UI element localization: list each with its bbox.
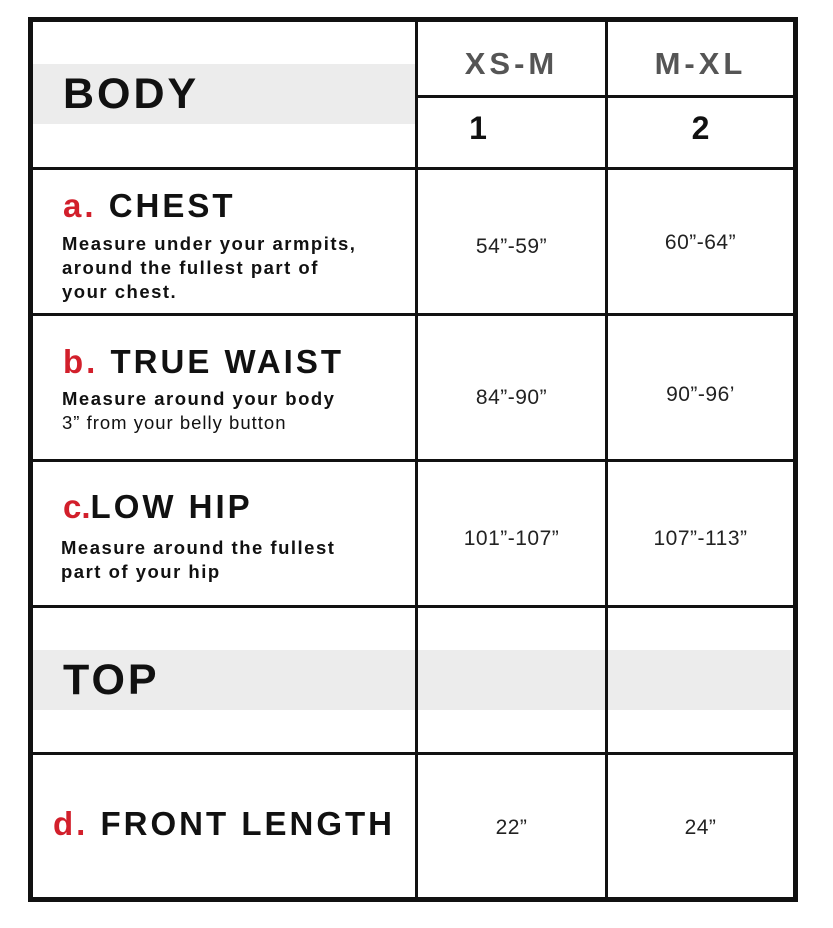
- top-section-title: TOP: [63, 656, 160, 704]
- front-length-value-xs-m: 22”: [495, 816, 528, 839]
- measurement-label-low-hip: [63, 488, 253, 526]
- front-length-value-m-xl: 24”: [684, 816, 717, 839]
- size-number-1: 1: [469, 110, 487, 146]
- chest-value-m-xl: 60”-64”: [664, 231, 737, 254]
- size-range-m-xl: M-XL: [654, 46, 747, 81]
- measurement-name: CHEST: [108, 187, 236, 224]
- measurement-letter: d.: [53, 805, 89, 842]
- measurement-description-true-waist: [62, 387, 335, 435]
- waist-value-m-xl: 90”-96’: [666, 383, 735, 406]
- measurement-name: LOW HIP: [90, 488, 253, 525]
- grid-divider-size-numbers: [415, 95, 793, 98]
- measurement-label-front-length: [53, 805, 395, 843]
- description-line: Measure around your body: [62, 388, 336, 409]
- grid-divider-row-chest: [33, 313, 793, 316]
- grid-divider-row-top: [33, 752, 793, 755]
- measurement-description-chest: [62, 232, 356, 304]
- description-line: Measure under your armpits,: [62, 233, 357, 254]
- measurement-label-true-waist: [63, 343, 344, 381]
- hip-value-m-xl: 107”-113”: [653, 527, 748, 550]
- size-range-xs-m: XS-M: [464, 46, 559, 81]
- measurement-label-chest: [63, 187, 236, 225]
- measurement-letter: b.: [63, 343, 99, 380]
- chest-value-xs-m: 54”-59”: [475, 235, 548, 258]
- grid-divider-row-waist: [33, 459, 793, 462]
- description-line: your chest.: [62, 281, 178, 302]
- body-section-title: BODY: [63, 70, 200, 118]
- measurement-letter: a.: [63, 187, 97, 224]
- measurement-letter: c.: [63, 488, 91, 525]
- description-line: 3” from your belly button: [62, 412, 287, 433]
- size-number-2: 2: [691, 110, 710, 146]
- grid-divider-row-hip: [33, 605, 793, 608]
- size-chart-table: [28, 17, 798, 902]
- grid-divider-row-header: [33, 167, 793, 170]
- description-line: around the fullest part of: [62, 257, 319, 278]
- measurement-description-low-hip: [61, 536, 335, 584]
- description-line: part of your hip: [61, 561, 221, 582]
- waist-value-xs-m: 84”-90”: [475, 386, 548, 409]
- hip-value-xs-m: 101”-107”: [463, 527, 560, 550]
- measurement-name: FRONT LENGTH: [100, 805, 395, 842]
- description-line: Measure around the fullest: [61, 537, 336, 558]
- measurement-name: TRUE WAIST: [110, 343, 344, 380]
